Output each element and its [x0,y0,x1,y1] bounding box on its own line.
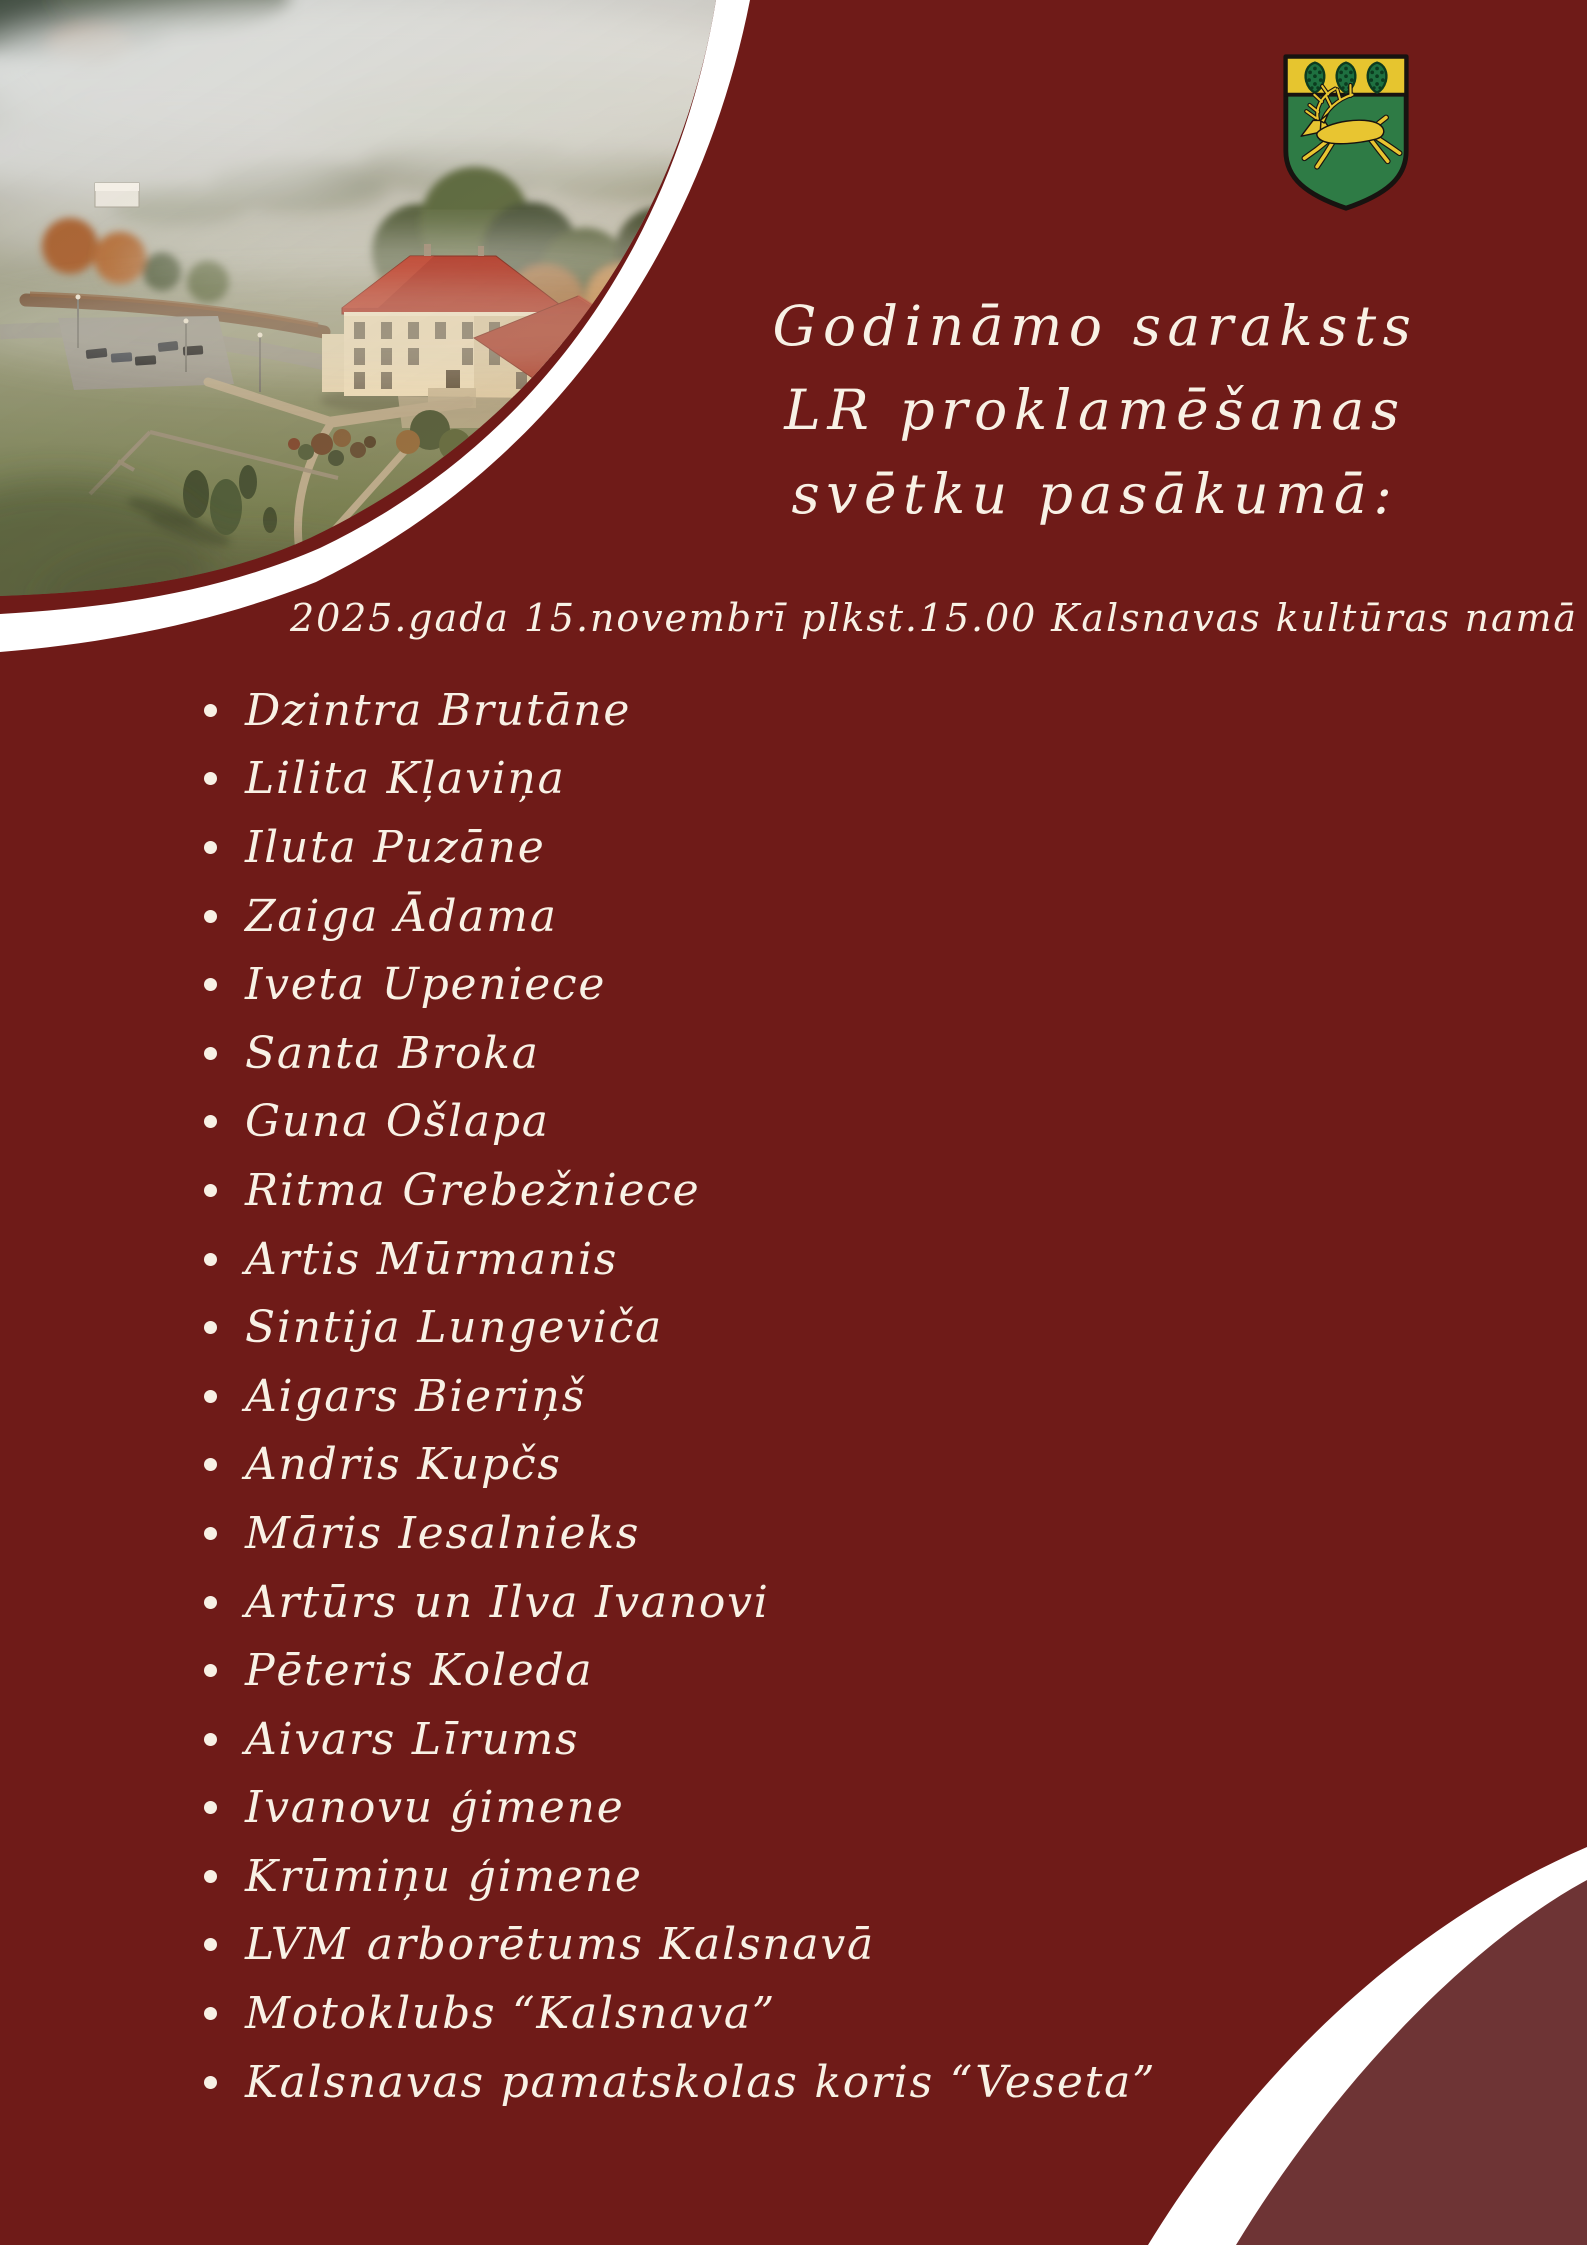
honoree-item [196,1636,1156,1705]
bullet-icon [204,1527,217,1540]
honoree-name: Sintija Lungeviča [245,1302,663,1354]
honoree-item [196,1774,1156,1843]
bullet-icon [204,1458,217,1471]
bullet-icon [204,841,217,854]
honoree-item [196,1705,1156,1774]
honoree-item [196,1088,1156,1157]
title-line-1: Godināmo saraksts [772,294,1418,358]
bullet-icon [204,1253,217,1266]
honoree-name: Iveta Upeniece [245,959,607,1011]
honoree-name: Ritma Grebežniece [245,1164,701,1216]
honoree-item [196,1568,1156,1637]
bullet-icon [204,1047,217,1060]
honoree-name: Artis Mūrmanis [245,1233,619,1285]
hop-cones [1306,63,1387,93]
honoree-name: Kalsnavas pamatskolas koris “Veseta” [245,2056,1157,2108]
bullet-icon [204,1115,217,1128]
bullet-icon [204,1801,217,1814]
honoree-name: Artūrs un Ilva Ivanovi [245,1576,770,1628]
honoree-item [196,950,1156,1019]
honoree-name: Aivars Līrums [245,1713,580,1765]
bullet-icon [204,1596,217,1609]
honoree-item [196,1225,1156,1294]
honoree-name: Iluta Puzāne [245,821,546,873]
bullet-icon [204,2076,217,2089]
honoree-item [196,2048,1156,2117]
bullet-icon [204,1870,217,1883]
bullet-icon [204,1664,217,1677]
honoree-item [196,1156,1156,1225]
honoree-item [196,1499,1156,1568]
honoree-name: Dzintra Brutāne [245,684,632,736]
honoree-item [196,745,1156,814]
honoree-item [196,1842,1156,1911]
honoree-name: Andris Kupčs [245,1439,562,1491]
bullet-icon [204,1321,217,1334]
event-details: 2025.gada 15.novembrī plkst.15.00 Kalsnavas kultūras namā [290,596,1578,640]
honoree-name: Lilita Kļaviņa [245,753,566,805]
honoree-list [196,676,1156,2116]
honoree-item [196,1293,1156,1362]
honoree-item [196,882,1156,951]
honoree-name: Pēteris Koleda [245,1645,594,1697]
honoree-item [196,813,1156,882]
bullet-icon [204,1733,217,1746]
bullet-icon [204,1938,217,1951]
honoree-item [196,1979,1156,2048]
honoree-name: Ivanovu ģimene [245,1782,625,1834]
honoree-item [196,676,1156,745]
honoree-name: Krūmiņu ģimene [245,1850,643,1902]
bullet-icon [204,910,217,923]
honoree-item [196,1431,1156,1500]
honoree-name: Santa Broka [245,1027,540,1079]
corner-decoration [1087,1735,1587,2245]
bullet-icon [204,1390,217,1403]
bullet-icon [204,2007,217,2020]
honoree-name: Guna Ošlapa [245,1096,550,1148]
title-line-2: LR proklamēšanas [784,378,1406,442]
page-title [603,284,1587,536]
coat-of-arms-icon [1278,50,1414,215]
honoree-item [196,1911,1156,1980]
honoree-item [196,1019,1156,1088]
bullet-icon [204,772,217,785]
honoree-name: Aigars Bieriņš [245,1370,586,1422]
honoree-name: Zaiga Ādama [245,890,558,942]
bullet-icon [204,704,217,717]
title-line-3: svētku pasākumā: [791,462,1399,526]
honoree-name: Motoklubs “Kalsnava” [245,1988,777,2040]
honoree-name: Māris Iesalnieks [245,1507,641,1559]
bullet-icon [204,1184,217,1197]
honoree-name: LVM arborētums Kalsnavā [245,1919,876,1971]
bullet-icon [204,978,217,991]
honoree-item [196,1362,1156,1431]
